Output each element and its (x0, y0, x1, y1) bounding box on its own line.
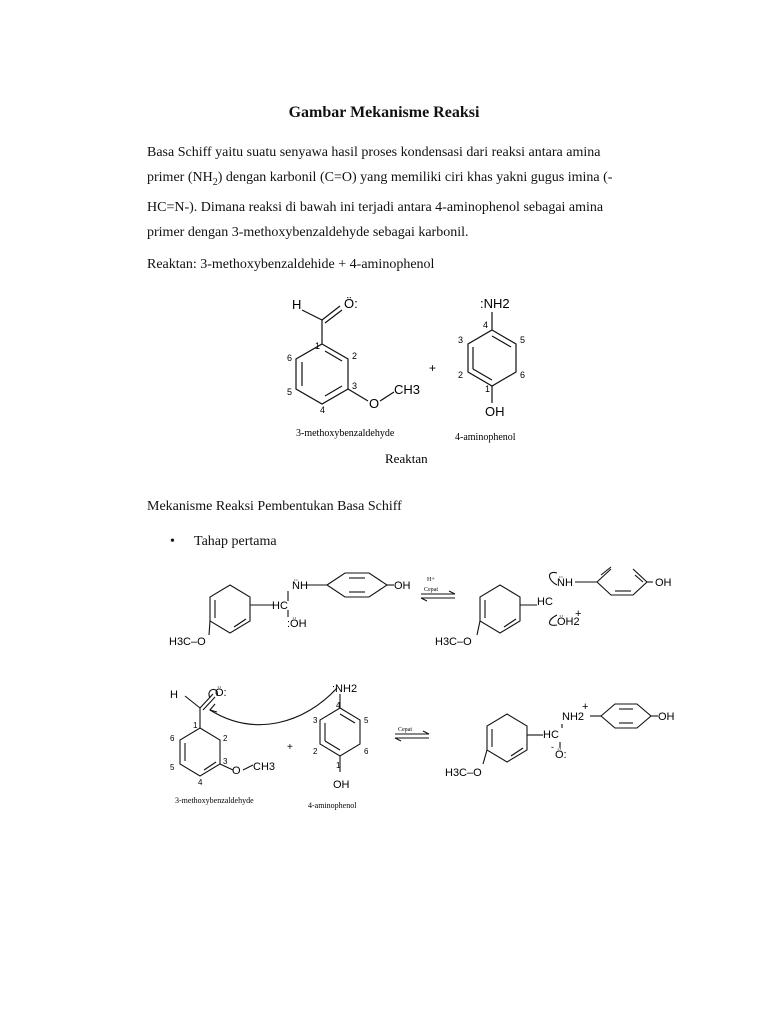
oh-group: OH (655, 577, 672, 589)
benzene-ring (468, 330, 516, 386)
atom-number: 6 (287, 353, 293, 363)
aldehyde-o: Ö: (215, 687, 227, 699)
arrow-label: Cepat (398, 727, 412, 733)
reaktan-line: Reaktan: 3-methoxybenzaldehide + 4-aminophenol (147, 257, 435, 272)
intro-subscript: 2 (212, 176, 218, 188)
stage-label: Tahap pertama (194, 534, 277, 549)
atom-number: 5 (364, 716, 369, 725)
atom-number: 6 (520, 370, 526, 380)
atom-number: 2 (313, 747, 318, 756)
intro-paragraph (147, 140, 637, 245)
atom-number: 1 (336, 761, 341, 770)
hydroxyl-group: OH (333, 779, 350, 791)
aldehyde-caption: 3-methoxybenzaldehyde (296, 428, 395, 439)
nh2-group: NH2 (562, 711, 585, 723)
atom-number: 4 (483, 320, 489, 330)
arrow-label-bottom: Cepat (424, 587, 438, 593)
nh-group: N̈H (557, 577, 573, 589)
oxide-group: Ö: (555, 749, 567, 761)
atom-number: 2 (223, 734, 228, 743)
atom-number: 5 (520, 335, 526, 345)
atom-number: 4 (198, 778, 203, 787)
atom-number: 3 (352, 381, 358, 391)
aminophenol-caption: 4-aminophenol (308, 801, 357, 810)
ring-left-1 (210, 585, 250, 633)
positive-charge: + (582, 701, 589, 713)
methoxy-group: H3C–O (169, 636, 206, 648)
reactants-figure (270, 288, 550, 468)
ring-amine (320, 708, 360, 756)
oh-group: OH (394, 580, 411, 592)
atom-number: 6 (364, 747, 369, 756)
oh-group: OH (658, 711, 675, 723)
scheme-1 (165, 565, 685, 655)
atom-number: 5 (170, 763, 175, 772)
atom-number: 3 (313, 716, 318, 725)
atom-number: 4 (320, 405, 326, 415)
amine-group: :NH2 (332, 683, 358, 695)
methyl-group: CH3 (394, 382, 421, 397)
hc-group: HC (537, 596, 553, 608)
oh-group-2: :ÖH (287, 618, 307, 630)
ring-right-1 (480, 585, 520, 633)
atom-number: 2 (352, 351, 358, 361)
page-title: Gambar Mekanisme Reaksi (288, 104, 480, 121)
nh-group: N̈H (292, 580, 308, 592)
aldehyde-o: Ö: (344, 296, 358, 311)
benzene-ring (296, 344, 348, 404)
methyl-group: CH3 (253, 761, 276, 773)
atom-number: 3 (458, 335, 464, 345)
ring-left-2 (327, 573, 387, 597)
arrow-label-top: H+ (427, 577, 435, 583)
methoxy-group: H3C–O (445, 767, 482, 779)
plus-sign: + (429, 361, 437, 375)
plus-sign: + (287, 742, 293, 753)
negative-charge: - (551, 742, 554, 752)
hc-group: HC (543, 729, 559, 741)
hydroxyl-group: OH (485, 404, 505, 419)
amine-group: :NH2 (480, 296, 510, 311)
aldehyde-h: H (292, 297, 302, 312)
aldehyde-caption: 3-methoxybenzaldehyde (175, 796, 254, 805)
aminophenol-structure (468, 312, 516, 403)
atom-number: 2 (458, 370, 464, 380)
positive-charge: + (575, 608, 582, 620)
ether-o: O (369, 396, 380, 411)
ring-product-2 (601, 704, 651, 728)
bullet-icon: • (170, 534, 175, 549)
hc-group: HC (272, 600, 288, 612)
scheme-2 (165, 678, 685, 818)
ring-aldehyde (180, 728, 220, 776)
methoxy-group: H3C–O (435, 636, 472, 648)
aldehyde-structure (296, 306, 394, 404)
atom-number: 1 (485, 384, 491, 394)
atom-number: 5 (287, 387, 293, 397)
ring-product-1 (487, 714, 527, 762)
ether-o: O (232, 765, 241, 777)
oh2-group: ÖH2 (557, 616, 580, 628)
intro-text-1: Basa Schiff yaitu suatu senyawa hasil proses kondensasi dari reaksi antara amina primer (NH (147, 145, 601, 185)
reaktan-label: Reaktan (385, 451, 428, 466)
aminophenol-caption: 4-aminophenol (455, 432, 516, 443)
atom-number: 3 (223, 757, 228, 766)
atom-number: 1 (193, 721, 198, 730)
aldehyde-h: H (170, 689, 178, 701)
atom-number: 6 (170, 734, 175, 743)
atom-number: 1 (315, 341, 321, 351)
attack-arrow (210, 688, 337, 725)
intro-text-2: ) dengan karbonil (C=O) yang memiliki ciri khas yakni gugus imina (-HC=N-). Dimana reaksi di bawah ini terjadi antara 4-aminophenol sebagai amina primer dengan 3-methoxybenzaldehyde sebagai karbonil. (147, 170, 613, 240)
mechanism-heading: Mekanisme Reaksi Pembentukan Basa Schiff (147, 499, 402, 514)
atom-number: 4 (336, 701, 341, 710)
